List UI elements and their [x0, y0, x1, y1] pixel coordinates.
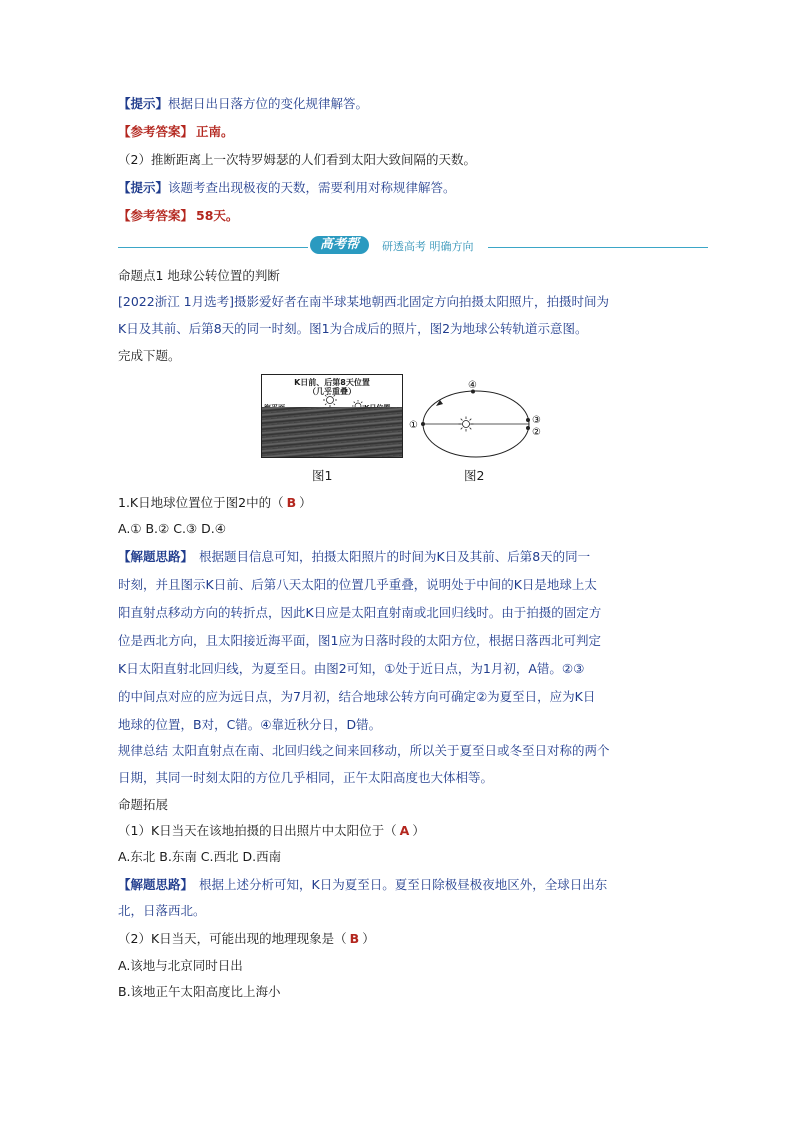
question-line-2: （2）推断距离上一次特罗姆瑟的人们看到太阳大致间隔的天数。 [118, 152, 476, 167]
sun-icon-overlap [323, 393, 337, 407]
expand-question-1: （1）K日当天在该地拍摄的日出照片中太阳位于（ A ） [118, 823, 425, 838]
question-intro-3: 完成下题。 [118, 348, 181, 363]
analysis-line-3: 阳直射点移动方向的转折点，因此K日应是太阳直射南或北回归线时。由于拍摄的固定方 [118, 605, 602, 620]
expand-analysis-line-1: 【解题思路】 根据上述分析可知，K日为夏至日。夏至日除极昼极夜地区外，全球日出东 [118, 877, 608, 892]
answer-line-1: 【参考答案】 正南。 [118, 124, 234, 139]
center-sun-icon [459, 417, 474, 432]
question-intro-2: K日及其前、后第8天的同一时刻。图1为合成后的照片，图2为地球公转轨道示意图。 [118, 321, 588, 336]
orbit-point-1 [421, 422, 425, 426]
analysis-line-5: K日太阳直射北回归线，为夏至日。由图2可知，①处于近日点，为1月初，A错。②③ [118, 661, 585, 676]
answer-line-2: 【参考答案】 58天。 [118, 208, 239, 223]
question-intro-1: [2022浙江 1月选考]摄影爱好者在南半球某地朝西北固定方向拍摄太阳照片，拍摄时间为 [118, 294, 609, 309]
analysis-line-1: 【解题思路】 根据题目信息可知，拍摄太阳照片的时间为K日及其前、后第8天的同一 [118, 549, 591, 564]
banner-line-right [488, 247, 708, 248]
analysis-line-6: 的中间点对应的应为远日点，为7月初，结合地球公转方向可确定②为夏至日，应为K日 [118, 689, 596, 704]
expand-heading: 命题拓展 [118, 797, 169, 812]
orbit-point-2 [526, 426, 530, 430]
figure-2-orbit [406, 376, 546, 466]
analysis-line-2: 时刻，并且图示K日前、后第八天太阳的位置几乎重叠，说明处于中间的K日是地球上太 [118, 577, 597, 592]
orbit-label-3: ③ [532, 415, 541, 426]
expand-question-2-option-a: A.该地与北京同时日出 [118, 958, 243, 973]
orbit-label-4: ④ [468, 380, 477, 391]
figure-1-caption: 图1 [312, 468, 333, 483]
figure-1-photo [261, 374, 403, 458]
question-1-stem: 1.K日地球位置位于图2中的（ B ） [118, 495, 312, 510]
expand-question-1-options: A.东北 B.东南 C.西北 D.西南 [118, 849, 282, 864]
expand-question-2-option-b: B.该地正午太阳高度比上海小 [118, 984, 281, 999]
figure-1-subtitle: （几乎重叠） [308, 387, 356, 396]
orbit-point-3 [526, 418, 530, 422]
banner-subtitle: 研透高考 明确方向 [382, 240, 474, 253]
expand-question-2: （2）K日当天，可能出现的地理现象是（ B ） [118, 931, 375, 946]
banner-line-left [118, 247, 308, 248]
hint-line-2: 【提示】该题考查出现极夜的天数，需要利用对称规律解答。 [118, 180, 456, 195]
hint-line-1: 【提示】根据日出日落方位的变化规律解答。 [118, 96, 369, 111]
rule-summary-line-1: 规律总结 太阳直射点在南、北回归线之间来回移动，所以关于夏至日或冬至日对称的两个 [118, 743, 610, 758]
figure-2-caption: 图2 [464, 468, 485, 483]
figure-1-title: K日前、后第8天位置 [294, 378, 370, 387]
orbit-label-2: ② [532, 427, 541, 438]
question-1-options: A.① B.② C.③ D.④ [118, 521, 226, 536]
section-banner [118, 234, 708, 256]
sea-surface [262, 407, 402, 457]
section-heading: 命题点1 地球公转位置的判断 [118, 268, 280, 283]
expand-analysis-line-2: 北，日落西北。 [118, 903, 206, 918]
analysis-line-7: 地球的位置，B对，C错。④靠近秋分日，D错。 [118, 717, 382, 732]
orbit-label-1: ① [409, 420, 418, 431]
analysis-line-4: 位是西北方向，且太阳接近海平面，图1应为日落时段的太阳方位，根据日落西北可判定 [118, 633, 601, 648]
rule-summary-line-2: 日期，其同一时刻太阳的方位几乎相同，正午太阳高度也大体相等。 [118, 770, 494, 785]
orbit-direction-arrow [436, 400, 443, 406]
banner-title: 高考帮 [310, 236, 369, 254]
